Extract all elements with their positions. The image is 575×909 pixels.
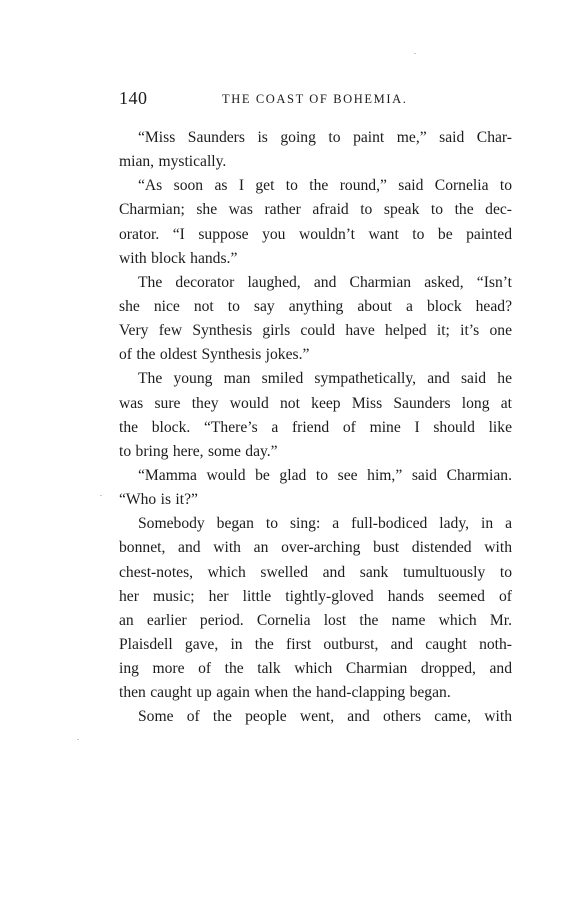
text-line: “As soon as I get to the round,” said Cornelia to [138, 177, 512, 195]
text-line: “Who is it?” [119, 491, 198, 509]
text-line: to bring here, some day.” [119, 442, 278, 460]
scan-speck [100, 495, 102, 496]
text-line: mian, mystically. [119, 153, 227, 171]
text-line: she nice not to say anything about a block head? [119, 297, 512, 315]
text-line: then caught up again when the hand-clapping began. [119, 684, 451, 702]
scan-speck [414, 53, 416, 54]
text-line: Somebody began to sing: a full-bodiced lady, in a [138, 515, 512, 533]
scan-speck [77, 739, 79, 740]
text-line: of the oldest Synthesis jokes.” [119, 346, 310, 364]
page-number: 140 [119, 88, 148, 108]
text-line: ing more of the talk which Charmian dropped, and [119, 660, 512, 678]
text-line: Very few Synthesis girls could have helped it; it’s one [119, 322, 512, 340]
page-header [119, 88, 512, 112]
text-line: Charmian; she was rather afraid to speak to the dec- [119, 201, 512, 219]
text-line: The young man smiled sympathetically, and said he [138, 370, 512, 388]
text-line: Some of the people went, and others came, with [138, 708, 512, 726]
text-line: Plaisdell gave, in the first outburst, and caught noth- [119, 635, 512, 653]
text-line: “Mamma would be glad to see him,” said Charmian. [138, 466, 512, 484]
text-line: was sure they would not keep Miss Saunders long at [119, 394, 512, 412]
text-line: chest-notes, which swelled and sank tumultuously to [119, 563, 512, 581]
text-line: bonnet, and with an over-arching bust distended with [119, 539, 512, 557]
text-line: the block. “There’s a friend of mine I should like [119, 418, 512, 436]
text-line: “Miss Saunders is going to paint me,” said Char- [138, 129, 512, 146]
body-text [119, 126, 512, 730]
text-line: an earlier period. Cornelia lost the name which Mr. [119, 611, 512, 629]
text-line: orator. “I suppose you wouldn’t want to be painted [119, 225, 512, 243]
text-line: with block hands.” [119, 249, 238, 267]
running-title: THE COAST OF BOHEMIA. [222, 92, 408, 106]
text-line: The decorator laughed, and Charmian asked, “Isn’t [138, 273, 512, 291]
text-line: her music; her little tightly-gloved hands seemed of [119, 587, 512, 605]
